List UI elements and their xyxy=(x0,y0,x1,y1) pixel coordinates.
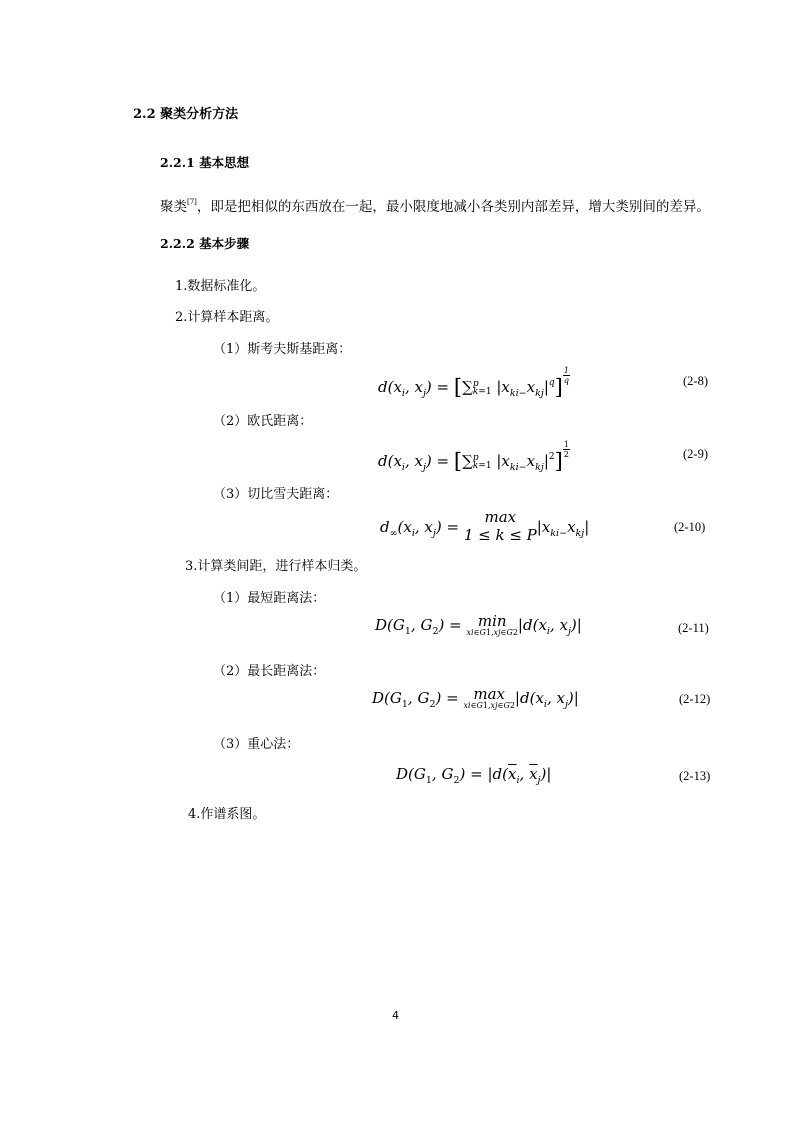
step-2 xyxy=(175,306,278,325)
step-4 xyxy=(188,803,265,822)
cluster-item-2: （2）最长距离法： xyxy=(213,664,326,679)
step-text: 数据标准化。 xyxy=(187,279,266,294)
section-title: 聚类分析方法 xyxy=(160,107,239,122)
section-heading xyxy=(133,103,238,122)
step-text: 作谱系图。 xyxy=(200,807,266,822)
step-text: 计算样本距离。 xyxy=(187,310,279,325)
cluster-item-1: （1）最短距离法： xyxy=(213,591,326,606)
max-operator: max xyxy=(473,685,506,703)
step-num: 1. xyxy=(175,279,188,294)
para-text-b: ，即是把相似的东西放在一起，最小限度地减小各类别内部差异，增大类别间的差异。 xyxy=(196,199,710,215)
equation-tag: (2-12) xyxy=(679,692,711,706)
equation-2-12: $D(G_1$, $G_2$) = max xi∈G1,xj∈G2 $|d(x_i$, $x_j)|$ xyxy=(372,685,579,710)
dist-item-3: （3）切比雪夫距离： xyxy=(213,487,339,502)
section-number: 2.2 xyxy=(133,107,156,122)
equation-2-10: $d_\infty(x_i$, $x_j$) = max 1 ≤ k ≤ P $|x_{ki-}x_{kj}|$ xyxy=(380,508,590,544)
subsection-number: 2.2.1 xyxy=(160,155,195,170)
exponent-numerator: 1 xyxy=(563,366,569,375)
step-3 xyxy=(185,555,366,574)
step-num: 4. xyxy=(188,807,201,822)
para-text-a: 聚类 xyxy=(160,199,187,215)
equation-2-13: $D(G_1$, $G_2) = |d(\overline{x}_i$, $\overline{x}_j)|$ xyxy=(396,765,552,786)
step-1 xyxy=(175,275,265,294)
dist-item-2: （2）欧氏距离： xyxy=(213,414,313,429)
subsection-title: 基本思想 xyxy=(199,155,250,170)
citation-ref: [7] xyxy=(187,198,197,206)
step-num: 3. xyxy=(185,559,198,574)
equation-2-11: $D(G_1$, $G_2$) = min xi∈G1,xj∈G2 $|d(x_i$, $x_j)|$ xyxy=(375,612,582,637)
exponent-numerator: 1 xyxy=(563,440,569,449)
equation-tag: (2-13) xyxy=(679,769,711,783)
exponent-denominator: 2 xyxy=(563,450,569,459)
cluster-item-3: （3）重心法： xyxy=(213,737,300,752)
dist-item-1: （1）斯考夫斯基距离： xyxy=(213,342,352,357)
subsection-number: 2.2.2 xyxy=(160,236,195,251)
max-operator: max xyxy=(484,508,517,526)
exponent-denominator: q xyxy=(563,376,569,385)
equation-tag: (2-10) xyxy=(674,520,706,534)
equation-tag: (2-11) xyxy=(678,621,709,635)
equation-tag: (2-9) xyxy=(683,447,708,461)
step-text: 计算类间距，进行样本归类。 xyxy=(197,559,367,574)
min-operator: min xyxy=(477,612,507,630)
page-number: 4 xyxy=(392,1009,399,1022)
subsection-heading-2 xyxy=(160,234,249,252)
equation-2-9: $d(x_i$, $x_j$) = [∑ p k=1 $|x_{ki-}x_{kj}|^2$] $\frac{1}{2}$ xyxy=(378,440,569,473)
basic-idea-paragraph xyxy=(160,195,710,215)
equation-2-8: $d(x_i$, $x_j$) = [∑ p k=1 $|x_{ki-}x_{kj}|^q$] $\frac{1}{q}$ xyxy=(378,366,569,399)
max-range: 1 ≤ k ≤ P xyxy=(463,526,537,544)
step-num: 2. xyxy=(175,310,188,325)
subsection-heading-1 xyxy=(160,153,249,171)
subsection-title: 基本步骤 xyxy=(199,236,250,251)
equation-tag: (2-8) xyxy=(683,374,708,388)
